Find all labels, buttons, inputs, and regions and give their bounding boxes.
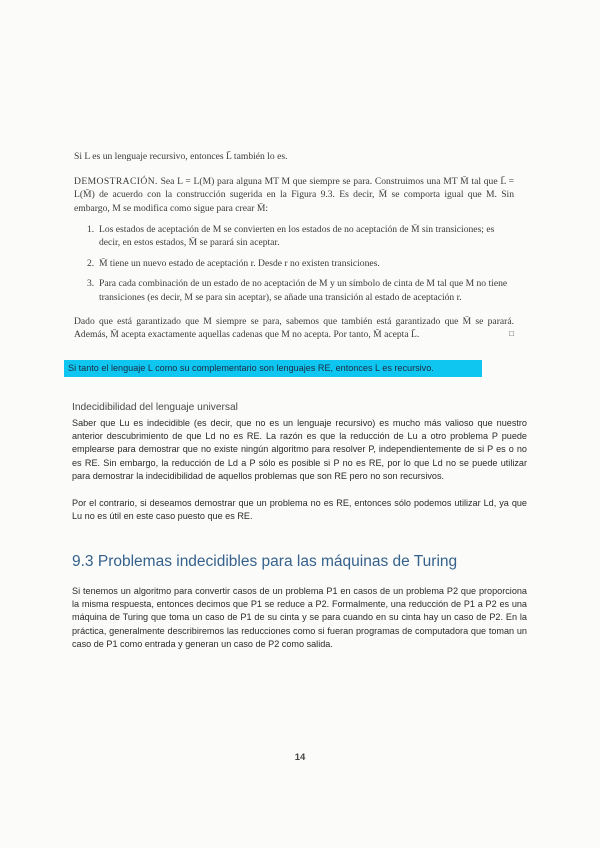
section-heading: 9.3 Problemas indecidibles para las máquinas de Turing	[72, 553, 458, 570]
proof-intro	[74, 175, 514, 215]
proof-intro-text: Sea L = L(M) para alguna MT M que siempre se para. Construimos una MT M̄ tal que L̄ = L(M̄) de acuerdo con la construcción sugerida en la Figura 9.3. Es decir, M̄ se comporta igual que M. Sin embargo, M se modifica como sigue para crear M̄:	[74, 176, 514, 214]
step-text: Los estados de aceptación de M se convierten en los estados de no aceptación de M̄ sin transiciones; es decir, en estos estados, M̄ se parará sin aceptar.	[99, 224, 495, 249]
list-item	[87, 223, 517, 250]
proof-steps-list	[87, 223, 517, 311]
step-number: 2.	[87, 257, 95, 269]
qed-symbol: □	[509, 329, 514, 339]
subsection-paragraph-1: Saber que Lu es indecidible (es decir, que no es un lenguaje recursivo) es mucho más valioso que nuestro anterior descubrimiento de que Ld no es RE. La razón es que la reducción de Lu a otro problema P puede emplearse para demostrar que no existe ningún algoritmo para resolver P, independientemente de si P es o no es RE. Sin embargo, la reducción de Ld a P sólo es posible si P no es RE, por lo que Ld no se puede utilizar para demostrar la indecidibilidad de aquellos problemas que son RE pero no son recursivos.	[72, 418, 527, 481]
section-paragraph: Si tenemos un algoritmo para convertir casos de un problema P1 en casos de un problema P2 que proporciona la misma respuesta, entonces decimos que P1 se reduce a P2. Formalmente, una reducción de P1 a P2 es una máquina de Turing que toma un caso de P1 de su cinta y se para cuando en su cinta hay un caso de P2. En la práctica, generalmente describiremos las reducciones como si fueran programas de computadora que toman un caso de P1 como entrada y generan un caso de P2 como salida.	[72, 586, 527, 649]
step-number: 1.	[87, 224, 95, 235]
highlighted-note: Si tanto el lenguaje L como su complementario son lenguajes RE, entonces L es recursivo.	[64, 360, 482, 377]
step-text: M̄ tiene un nuevo estado de aceptación r. Desde r no existen transiciones.	[99, 257, 380, 269]
list-item	[87, 277, 517, 304]
page-number: 14	[294, 752, 306, 763]
step-number: 3.	[87, 278, 95, 290]
proof-conclusion-text: Dado que está garantizado que M siempre se para, sabemos que también está garantizado que M̄ se parará. Además, M̄ acepta exactamente aquellas cadenas que M no acepta. Por tanto, M̄ acepta L̄.	[74, 316, 514, 341]
proof-label: DEMOSTRACIÓN.	[74, 176, 158, 187]
subsection-title: Indecidibilidad del lenguaje universal	[72, 402, 238, 413]
proof-conclusion	[74, 315, 514, 342]
theorem-statement: Si L es un lenguaje recursivo, entonces L̄ también lo es.	[74, 151, 288, 162]
list-item	[87, 257, 517, 270]
subsection-paragraph-2: Por el contrario, si deseamos demostrar que un problema no es RE, entonces sólo podemos utilizar Ld, ya que Lu no es útil en este caso puesto que es RE.	[72, 498, 527, 522]
step-text: Para cada combinación de un estado de no aceptación de M y un símbolo de cinta de M tal que M no tiene transiciones (es decir, M se para sin aceptar), se añade una transición al estado de aceptación r.	[99, 278, 508, 303]
